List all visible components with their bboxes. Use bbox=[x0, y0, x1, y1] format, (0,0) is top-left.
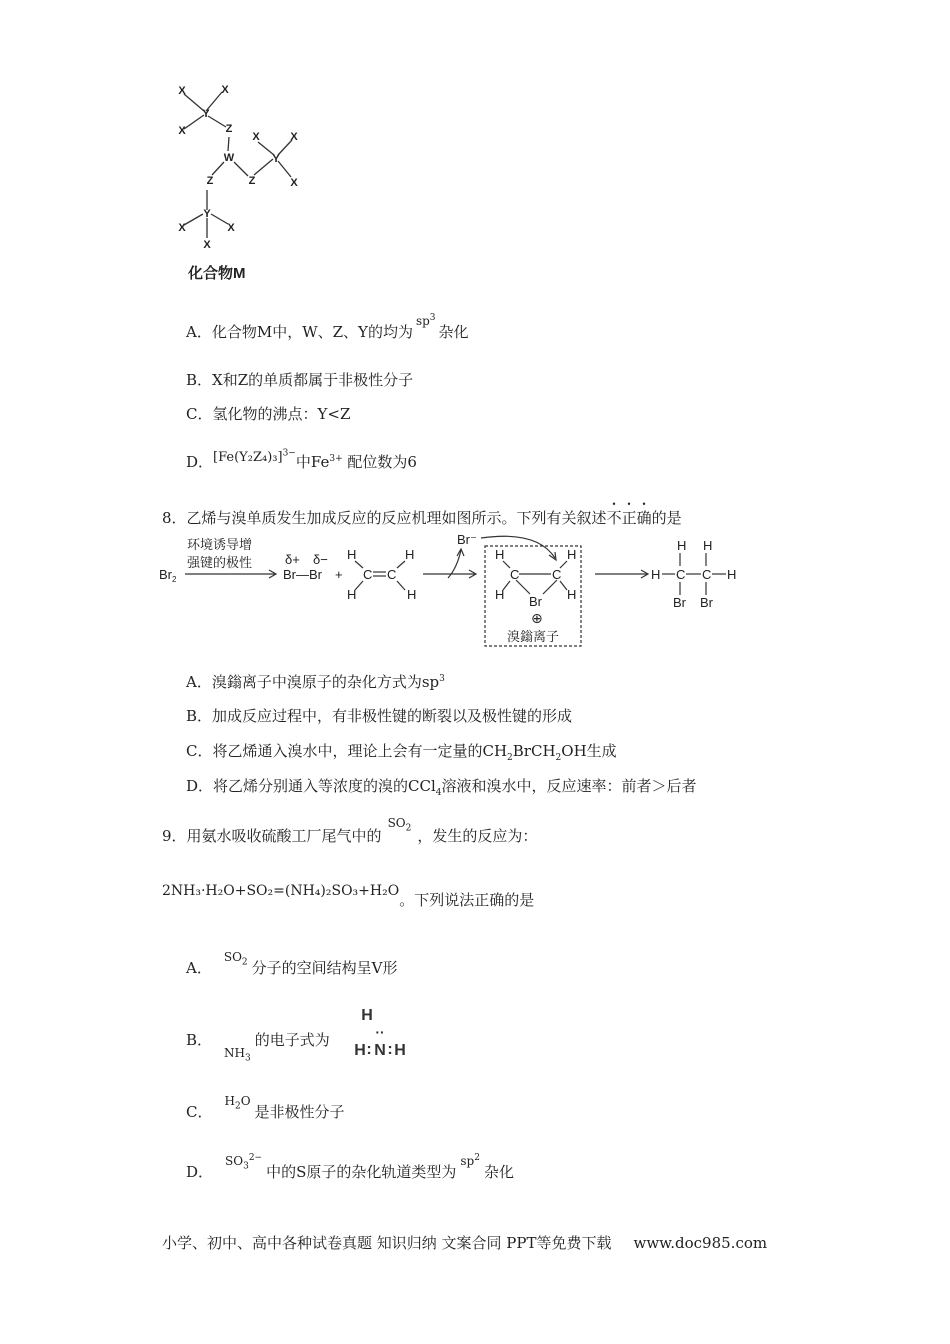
q8-option-b: B．加成反应过程中，有非极性键的断裂以及极性键的形成 bbox=[186, 707, 573, 725]
atom-x: X bbox=[203, 239, 211, 251]
q7-option-a: A．化合物M中，W、Z、Y的均为$^{sp^3}$杂化 bbox=[186, 313, 469, 341]
bromination-mechanism-diagram bbox=[155, 530, 755, 650]
q9-option-c: C．$^{H_2O}$是非极性分子 bbox=[186, 1094, 345, 1121]
svg-text:H: H bbox=[405, 547, 415, 562]
svg-text:H: H bbox=[651, 567, 661, 582]
q7-option-b: B．X和Z的单质都属于非极性分子 bbox=[186, 371, 414, 389]
svg-text:H: H bbox=[703, 538, 713, 553]
compound-m-structure bbox=[170, 80, 310, 255]
atom-x: X bbox=[178, 125, 186, 137]
atom-w: W bbox=[223, 152, 235, 164]
footer-url[interactable]: www.doc985.com bbox=[633, 1234, 768, 1252]
svg-text:Br: Br bbox=[700, 595, 713, 610]
svg-text:Br: Br bbox=[159, 567, 172, 582]
atom-z: Z bbox=[248, 175, 256, 187]
svg-text:溴鎓离子: 溴鎓离子 bbox=[507, 629, 560, 644]
atom-x: X bbox=[178, 85, 186, 97]
atom-x: X bbox=[178, 222, 186, 234]
q9-option-a: A．$^{SO_2}$ 分子的空间结构呈V形 bbox=[186, 950, 398, 977]
svg-text:H: H bbox=[495, 587, 505, 602]
svg-text:Br—Br: Br—Br bbox=[283, 567, 322, 582]
svg-text:H: H bbox=[347, 547, 357, 562]
svg-text:+: + bbox=[335, 567, 343, 582]
atom-x: X bbox=[290, 131, 298, 143]
atom-x: X bbox=[227, 222, 235, 234]
page-footer bbox=[162, 1232, 767, 1253]
q9-option-d: D．$^{SO_3^{2-}}$中的S原子的杂化轨道类型为$^{sp^2}$杂化 bbox=[186, 1153, 514, 1181]
svg-text:H: H bbox=[394, 1042, 406, 1059]
compound-m-caption: 化合物M bbox=[188, 265, 246, 282]
svg-text:δ+: δ+ bbox=[285, 552, 300, 567]
atom-z: Z bbox=[206, 175, 214, 187]
svg-text:C: C bbox=[387, 567, 397, 582]
svg-text:强键的极性: 强键的极性 bbox=[187, 555, 253, 570]
atom-x: X bbox=[221, 84, 229, 96]
svg-text:C: C bbox=[363, 567, 373, 582]
q7-option-c: C．氢化物的沸点：Y<Z bbox=[186, 405, 351, 423]
q8-stem: 8．乙烯与溴单质发生加成反应的反应机理如图所示。下列有关叙述不正确的是 bbox=[162, 509, 682, 527]
atom-x: X bbox=[290, 177, 298, 189]
svg-text:⊕: ⊕ bbox=[531, 610, 543, 626]
svg-text:H: H bbox=[677, 538, 687, 553]
svg-text:H: H bbox=[567, 547, 577, 562]
svg-text:δ−: δ− bbox=[313, 552, 328, 567]
svg-text:C: C bbox=[552, 567, 562, 582]
svg-text:N: N bbox=[374, 1042, 386, 1059]
q8-option-c: C．将乙烯通入溴水中，理论上会有一定量的$CH_2BrCH_2OH$生成 bbox=[186, 742, 617, 763]
svg-text:C: C bbox=[510, 567, 520, 582]
svg-text:2: 2 bbox=[172, 575, 177, 584]
footer-text: 小学、初中、高中各种试卷真题 知识归纳 文案合同 PPT等免费下载 bbox=[162, 1234, 612, 1252]
svg-text:Br: Br bbox=[529, 594, 542, 609]
emphasis-text: 不正确 bbox=[606, 509, 652, 527]
svg-text:H: H bbox=[495, 547, 505, 562]
svg-text:Br⁻: Br⁻ bbox=[457, 532, 477, 547]
atom-x: X bbox=[252, 131, 260, 143]
q8-option-a: A．溴鎓离子中溴原子的杂化方式为$sp^3$ bbox=[186, 673, 445, 691]
svg-text:H: H bbox=[347, 587, 357, 602]
q9-equation-line: 2NH₃·H₂O+SO₂=(NH₄)₂SO₃+H₂O。下列说法正确的是 bbox=[162, 883, 535, 909]
svg-text:环境诱导增: 环境诱导增 bbox=[187, 537, 253, 552]
atom-z: Z bbox=[225, 123, 233, 135]
q9-stem: 9．用氨水吸收硫酸工厂尾气中的$^{SO_2}$ ，发生的反应为： bbox=[162, 816, 538, 845]
svg-text:H: H bbox=[354, 1042, 366, 1059]
svg-text:Br: Br bbox=[673, 595, 686, 610]
q7-option-d: D．$[Fe(Y_2Z_4)_3]^{3-}$中$Fe^{3+}$ 配位数为6 bbox=[186, 448, 417, 471]
q8-option-d: D．将乙烯分别通入等浓度的溴的CCl$_4$溶液和溴水中，反应速率：前者＞后者 bbox=[186, 777, 697, 798]
svg-text::: : bbox=[387, 1041, 393, 1058]
svg-text:H: H bbox=[407, 587, 417, 602]
reaction-equation: 2NH₃·H₂O+SO₂=(NH₄)₂SO₃+H₂O bbox=[162, 883, 400, 899]
atom-y: Y bbox=[272, 153, 280, 165]
q9-option-b: B．$_{NH_3}$的电子式为 bbox=[186, 1031, 330, 1064]
svg-text:C: C bbox=[676, 567, 686, 582]
atom-y: Y bbox=[202, 108, 210, 120]
nh3-lewis-structure bbox=[356, 1004, 406, 1060]
svg-text:C: C bbox=[702, 567, 712, 582]
svg-text::: : bbox=[366, 1041, 372, 1058]
svg-text:··: ·· bbox=[375, 1024, 385, 1040]
svg-text:H: H bbox=[567, 587, 577, 602]
svg-text:H: H bbox=[727, 567, 737, 582]
atom-y: Y bbox=[203, 208, 211, 220]
svg-text:H: H bbox=[361, 1007, 373, 1024]
